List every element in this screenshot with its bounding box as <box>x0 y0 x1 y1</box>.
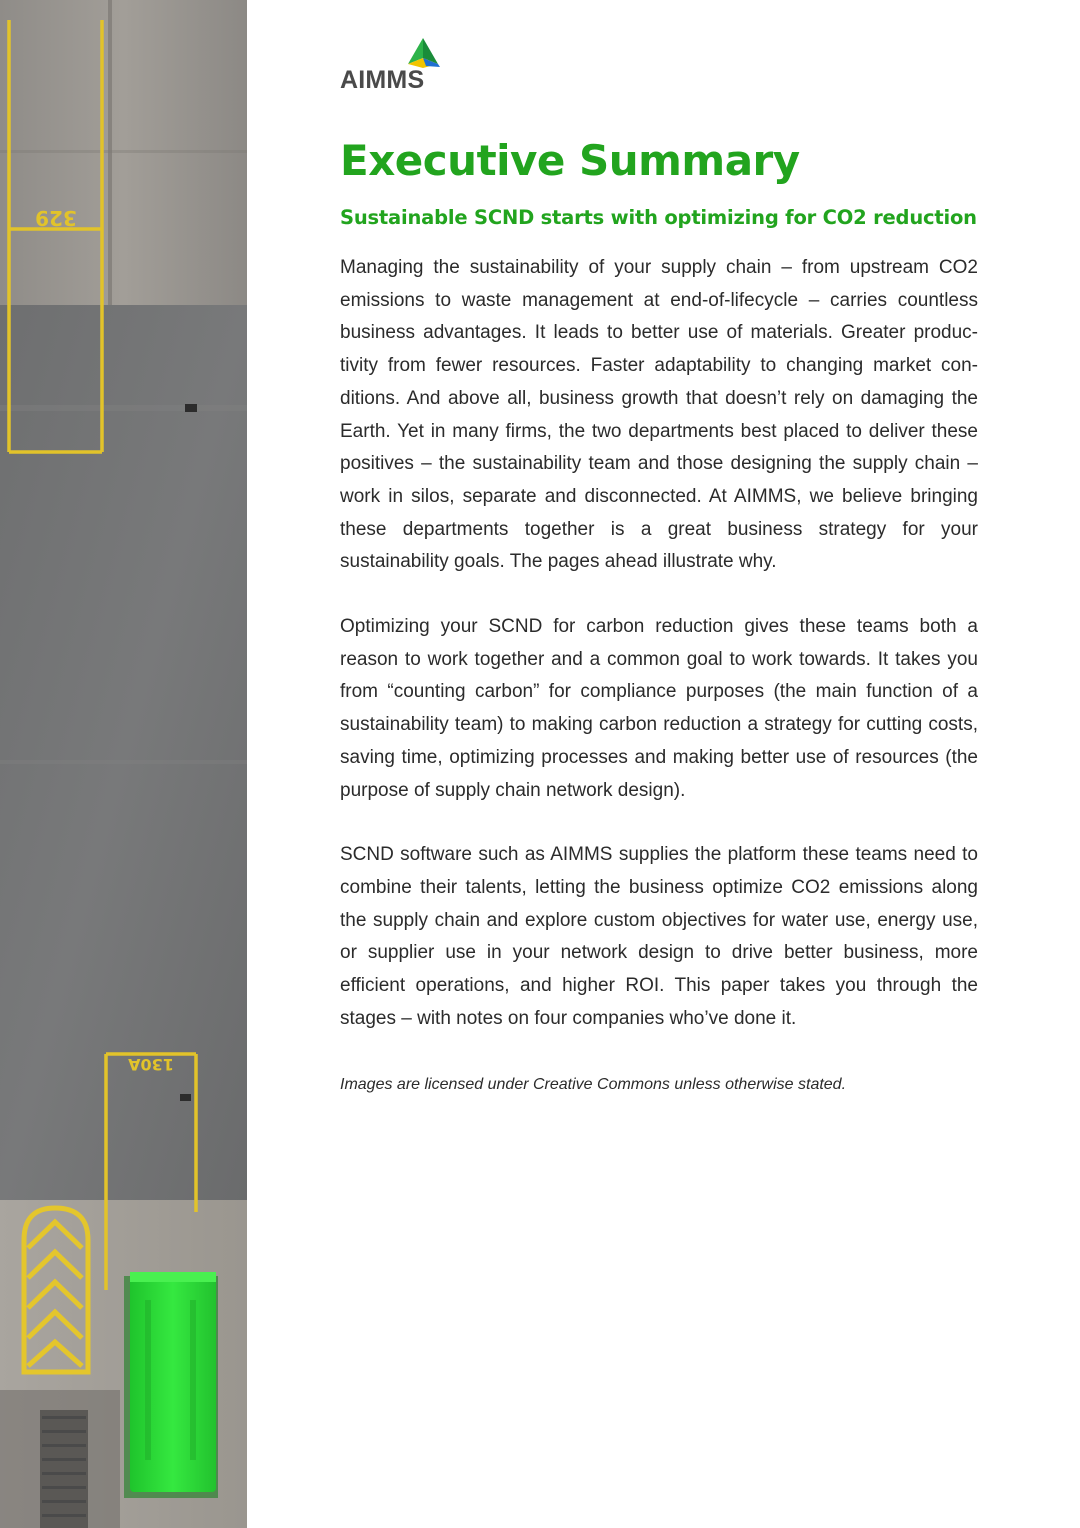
stall-number-top: 329 <box>35 206 77 230</box>
page-subtitle: Sustainable SCND starts with optimizing for CO2 reduction <box>340 206 977 229</box>
stall-number-bottom: 130A <box>128 1055 174 1074</box>
aerial-parking-photo <box>0 0 247 1528</box>
aimms-logo <box>340 38 450 98</box>
logo-wordmark: AIMMS <box>340 66 425 94</box>
paragraph-intro: Managing the sustainability of your supply chain – from upstream CO2 emissions to waste management at end-of-lifecycle – carries countless business advantages. It leads to better use of materials. Greater productivity from fewer resources. Faster adaptability to changing market conditions. And above all, business growth that doesn’t rely on damaging the Earth. Yet in many firms, the two departments best placed to deliver these positives – the sustainability team and those designing the supply chain – work in silos, separate and disconnected. At AIMMS, we believe bringing these departments together is a great business strategy for your sustainability goals. The pages ahead illustrate why. <box>340 257 978 573</box>
body-text <box>340 252 978 1067</box>
paragraph-optimizing: Optimizing your SCND for carbon reduction gives these teams both a reason to work together and a common goal to work towards. It takes you from “counting carbon” for compliance purposes (the main function of a sustainability team) to making carbon reduction a strategy for cutting costs, saving time, optimizing processes and making better use of resources (the purpose of supply chain network design). <box>340 616 978 801</box>
aimms-triangle-icon <box>404 38 442 68</box>
page-title: Executive Summary <box>340 136 800 185</box>
paragraph-software: SCND software such as AIMMS supplies the platform these teams need to combine their talents, letting the business optimize CO2 emissions along the supply chain and explore custom objectives for water use, energy use, or supplier use in your network design to drive better business, more efficient operations, and higher ROI. This paper takes you through the stages – with notes on four companies who’ve done it. <box>340 844 978 1029</box>
image-license-note: Images are licensed under Creative Commons unless otherwise stated. <box>340 1076 847 1093</box>
